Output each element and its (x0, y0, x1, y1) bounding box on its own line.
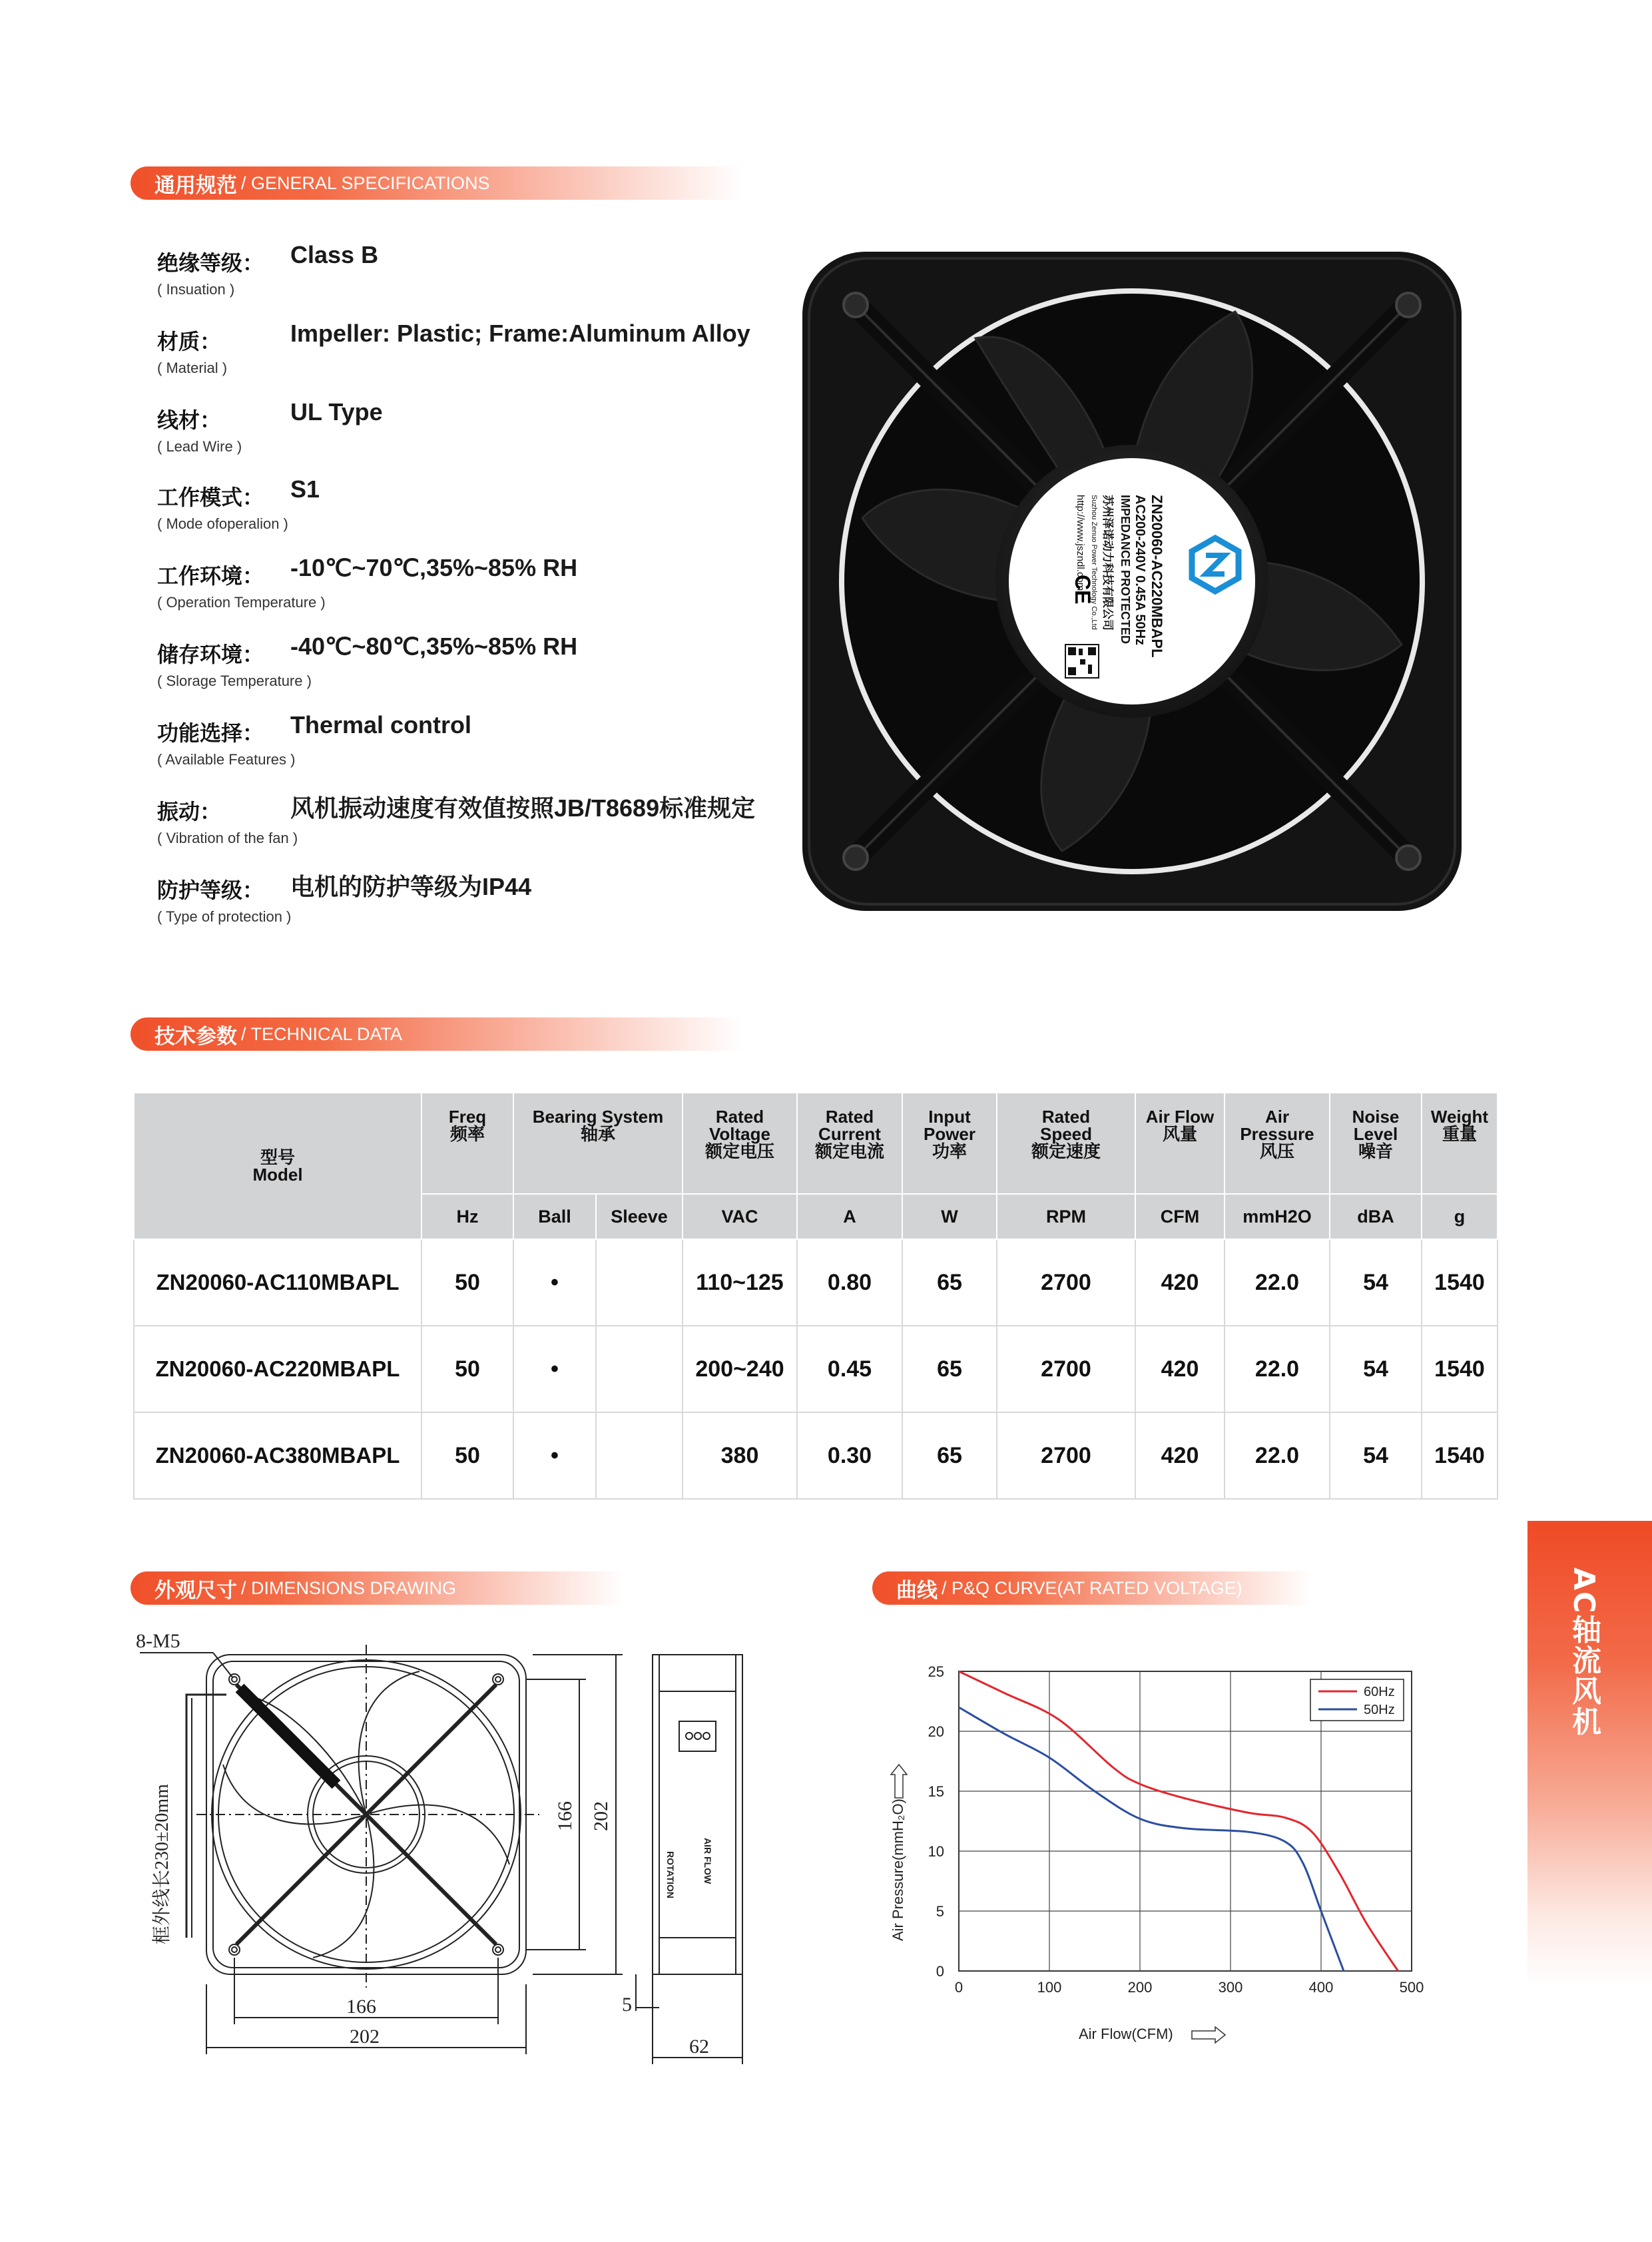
data-cell (596, 1412, 683, 1499)
spec-value: 电机的防护等级为IP44 (290, 873, 532, 900)
spec-label: 绝缘等级： (157, 250, 264, 276)
header-noise: Noise Level 噪音 (1330, 1093, 1422, 1194)
spec-label: 工作模式： (157, 485, 264, 510)
data-cell: 1540 (1422, 1412, 1498, 1499)
section-header-dimensions (131, 1571, 623, 1605)
data-cell: 2700 (997, 1239, 1135, 1326)
y-tick-label: 25 (928, 1663, 944, 1680)
section-title-en: / P&Q CURVE(AT RATED VOLTAGE) (942, 1577, 1242, 1598)
dim-202-horizontal: 202 (350, 2026, 380, 2048)
spec-item (157, 873, 532, 926)
table-row (134, 1412, 1498, 1499)
unit-cell: Sleeve (596, 1194, 683, 1239)
section-title-en: / DIMENSIONS DRAWING (241, 1577, 457, 1598)
data-cell (596, 1326, 683, 1412)
spec-label: 材质： (157, 329, 222, 354)
legend-50hz: 50Hz (1364, 1703, 1395, 1717)
header-speed: Rated Speed 额定速度 (997, 1093, 1135, 1194)
fan-label-rating: AC200-240V 0.45A 50Hz (1133, 495, 1147, 646)
data-cell (596, 1239, 683, 1326)
data-cell: 54 (1330, 1326, 1422, 1412)
x-tick-label: 500 (1399, 1979, 1424, 1996)
spec-value: Thermal control (290, 711, 472, 738)
header-weight: Weight 重量 (1422, 1093, 1498, 1194)
spec-item (157, 398, 383, 455)
spec-label: 储存环境： (157, 642, 264, 667)
data-cell: 22.0 (1225, 1412, 1330, 1499)
dim-166-horizontal: 166 (346, 1996, 376, 2018)
y-tick-label: 15 (928, 1783, 944, 1800)
section-title-zh: 外观尺寸 (154, 1578, 237, 1603)
chart-xlabel: Air Flow(CFM) (1079, 2026, 1173, 2042)
header-airflow: Air Flow 风量 (1135, 1093, 1225, 1194)
header-bearing: Bearing System 轴承 (513, 1093, 683, 1194)
spec-label: 振动： (157, 799, 222, 824)
x-tick-label: 400 (1308, 1979, 1334, 1996)
data-cell: 420 (1135, 1239, 1225, 1326)
x-tick-label: 0 (954, 1979, 964, 1996)
data-cell: 420 (1135, 1326, 1225, 1412)
data-cell: 110~125 (683, 1239, 797, 1326)
section-title-en: / TECHNICAL DATA (241, 1023, 403, 1044)
ce-mark-icon: CE (1071, 575, 1095, 605)
spec-value: Class B (290, 241, 379, 268)
y-tick-label: 5 (936, 1903, 944, 1920)
dimensions-drawing (127, 1625, 792, 2078)
spec-item (157, 711, 472, 768)
data-cell: 54 (1330, 1239, 1422, 1326)
data-cell: 0.80 (797, 1239, 902, 1326)
xlabel-arrow-icon (1192, 2027, 1225, 2043)
spec-item (157, 554, 578, 611)
fan-label-url: http://www.jszndl.com (1075, 495, 1086, 591)
spec-item (157, 794, 756, 847)
section-title-en: / GENERAL SPECIFICATIONS (241, 172, 490, 193)
side-airflow-label: AIR FLOW (702, 1838, 713, 1884)
data-cell: • (513, 1412, 596, 1499)
fan-label-company-en: Suzhou Zenuo Power Technology Co.,Ltd (1090, 495, 1098, 630)
spec-sublabel: ( Operation Temperature ) (157, 594, 326, 611)
unit-cell: dBA (1330, 1194, 1422, 1239)
spec-label: 功能选择： (157, 720, 264, 746)
data-cell: 2700 (997, 1326, 1135, 1412)
header-pressure: Air Pressure 风压 (1225, 1093, 1330, 1194)
table-row (134, 1239, 1498, 1326)
unit-cell: mmH2O (1225, 1194, 1330, 1239)
model-cell: ZN20060-AC110MBAPL (134, 1239, 421, 1326)
chart-ylabel: Air Pressure(mmH₂O) (890, 1799, 906, 1941)
ylabel-arrow-icon (891, 1765, 907, 1798)
data-cell: 2700 (997, 1412, 1135, 1499)
dim-166-vertical: 166 (554, 1801, 576, 1831)
unit-cell: RPM (997, 1194, 1135, 1239)
data-cell: 50 (421, 1326, 513, 1412)
y-tick-label: 0 (936, 1963, 944, 1980)
spec-item (157, 241, 379, 298)
data-cell: 380 (683, 1412, 797, 1499)
legend-60hz: 60Hz (1364, 1685, 1395, 1699)
fan-label-model: ZN20060-AC220MBAPL (1149, 495, 1165, 658)
header-freq: Freq 频率 (421, 1093, 513, 1194)
header-voltage: Rated Voltage 额定电压 (683, 1093, 797, 1194)
spec-item (157, 475, 320, 533)
unit-cell: CFM (1135, 1194, 1225, 1239)
data-cell: • (513, 1239, 596, 1326)
model-cell: ZN20060-AC380MBAPL (134, 1412, 421, 1499)
data-cell: 0.45 (797, 1326, 902, 1412)
unit-cell: W (902, 1194, 997, 1239)
unit-cell: Ball (513, 1194, 596, 1239)
pq-curve-chart (879, 1645, 1452, 2058)
dim-202-vertical: 202 (590, 1801, 612, 1831)
data-cell: 1540 (1422, 1239, 1498, 1326)
spec-value: 风机振动速度有效值按照JB/T8689标准规定 (290, 794, 756, 822)
section-title-zh: 曲线 (896, 1578, 938, 1603)
x-tick-label: 300 (1218, 1979, 1243, 1996)
spec-label: 防护等级： (157, 878, 264, 903)
data-cell: 65 (902, 1412, 997, 1499)
section-title-zh: 技术参数 (154, 1024, 237, 1049)
section-title-zh: 通用规范 (154, 173, 237, 198)
table-row (134, 1326, 1498, 1412)
side-tab-label: AC轴流风机 (1567, 1567, 1601, 1737)
data-cell: • (513, 1326, 596, 1412)
data-cell: 0.30 (797, 1412, 902, 1499)
dim-hole-label: 8-M5 (136, 1630, 180, 1652)
fan-photo (802, 252, 1462, 911)
unit-cell: Hz (421, 1194, 513, 1239)
section-header-general (131, 166, 743, 200)
y-tick-label: 20 (928, 1723, 944, 1740)
spec-sublabel: ( Mode ofoperalion ) (157, 515, 288, 532)
header-model: 型号 Model (134, 1093, 421, 1239)
series-line-50hz (959, 1707, 1344, 1971)
side-category-tab (1527, 1521, 1652, 1987)
data-cell: 22.0 (1225, 1239, 1330, 1326)
unit-cell: g (1422, 1194, 1498, 1239)
dim-wire-label: 框外线长230±20mm (152, 1784, 172, 1944)
header-power: Input Power 功率 (902, 1093, 997, 1194)
header-current: Rated Current 额定电流 (797, 1093, 902, 1194)
spec-item (157, 320, 750, 377)
spec-value: Impeller: Plastic; Frame:Aluminum Alloy (290, 320, 750, 347)
data-cell: 22.0 (1225, 1326, 1330, 1412)
data-cell: 65 (902, 1239, 997, 1326)
x-tick-label: 100 (1037, 1979, 1062, 1996)
data-cell: 50 (421, 1412, 513, 1499)
model-cell: ZN20060-AC220MBAPL (134, 1326, 421, 1412)
data-cell: 65 (902, 1326, 997, 1412)
chart-legend (1310, 1679, 1404, 1721)
dim-5-label: 5 (622, 1994, 632, 2016)
unit-cell: A (797, 1194, 902, 1239)
spec-sublabel: ( Type of protection ) (157, 908, 292, 925)
qr-code-icon (1065, 645, 1099, 678)
spec-sublabel: ( Lead Wire ) (157, 438, 242, 455)
section-header-curve (872, 1571, 1312, 1605)
spec-value: S1 (290, 475, 320, 503)
data-cell: 200~240 (683, 1326, 797, 1412)
fan-label-company-zh: 苏州泽诺动力科技有限公司 (1101, 495, 1114, 631)
section-header-technical (131, 1017, 743, 1051)
spec-label: 工作环境： (157, 563, 264, 589)
spec-value: -10℃~70℃,35%~85% RH (290, 554, 578, 581)
spec-sublabel: ( Material ) (157, 360, 228, 376)
data-cell: 420 (1135, 1412, 1225, 1499)
spec-value: -40℃~80℃,35%~85% RH (290, 633, 578, 660)
table-header-row (134, 1093, 1498, 1194)
data-cell: 1540 (1422, 1326, 1498, 1412)
data-cell: 54 (1330, 1412, 1422, 1499)
x-tick-label: 200 (1127, 1979, 1153, 1996)
unit-cell: VAC (683, 1194, 797, 1239)
dim-62-label: 62 (689, 2036, 709, 2058)
spec-sublabel: ( Available Features ) (157, 751, 296, 768)
fan-label-protect: IMPEDANCE PROTECTED (1119, 495, 1132, 645)
spec-sublabel: ( Vibration of the fan ) (157, 830, 298, 846)
y-tick-label: 10 (928, 1843, 944, 1860)
data-cell: 50 (421, 1239, 513, 1326)
spec-sublabel: ( Insuation ) (157, 281, 235, 298)
spec-value: UL Type (290, 398, 383, 425)
technical-data-table (133, 1092, 1498, 1500)
spec-label: 线材： (157, 408, 222, 433)
spec-item (157, 633, 578, 690)
side-rotation-label: ROTATION (665, 1851, 676, 1899)
spec-sublabel: ( Slorage Temperature ) (157, 673, 312, 689)
